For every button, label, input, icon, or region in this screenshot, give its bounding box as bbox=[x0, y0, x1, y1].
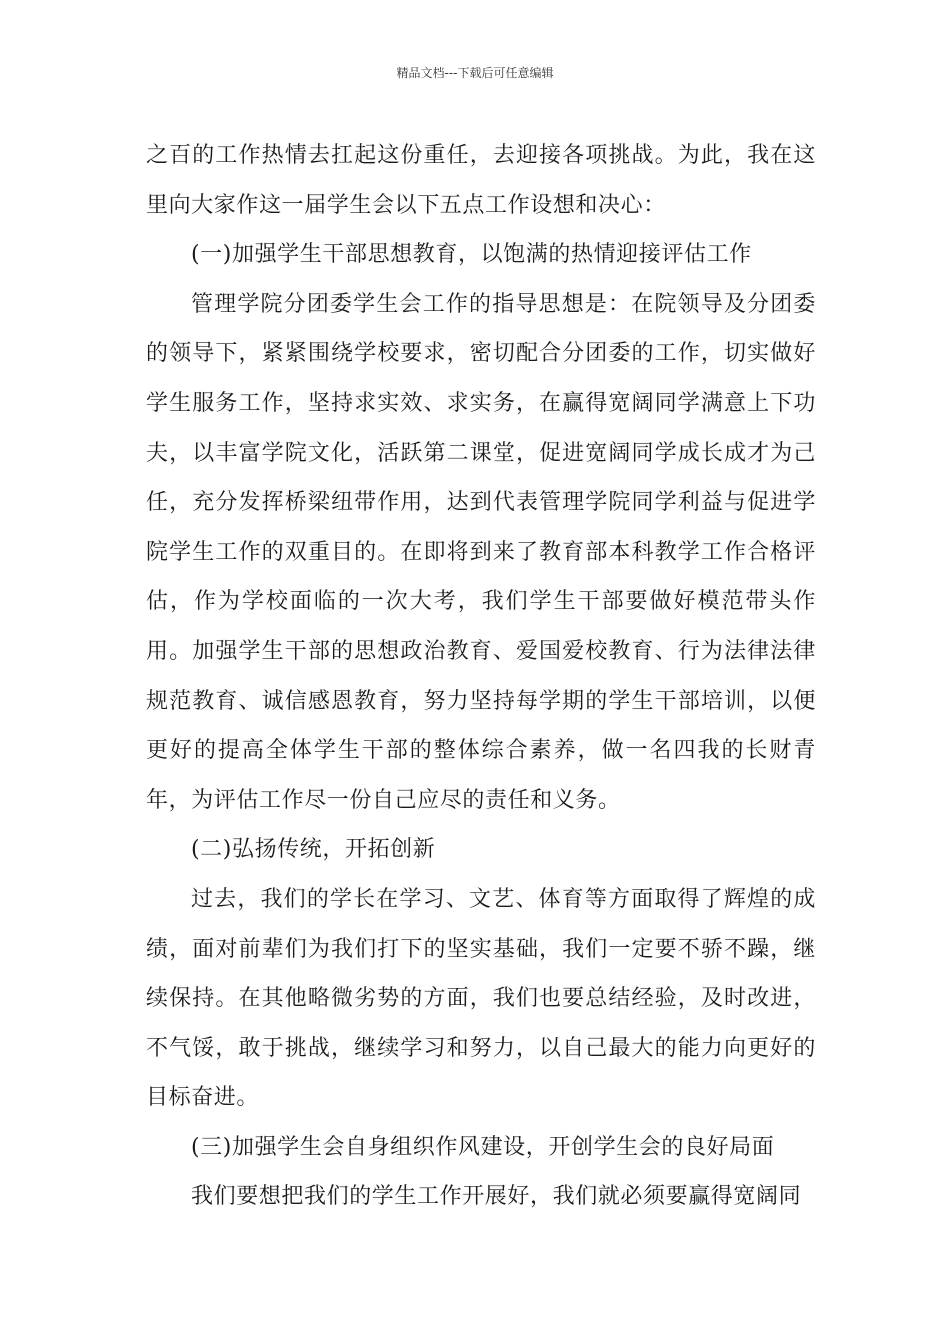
paragraph-organization: 我们要想把我们的学生工作开展好，我们就必须要赢得宽阔同 bbox=[191, 1184, 802, 1210]
document-body bbox=[146, 131, 816, 1222]
section-heading-3: (三)加强学生会自身组织作风建设，开创学生会的良好局面 bbox=[191, 1134, 775, 1160]
paragraph-guiding-thought: 管理学院分团委学生会工作的指导思想是：在院领导及分团委的领导下，紧紧围绕学校要求，密切配合分团委的工作，切实做好学生服务工作，坚持求实效、求实务，在赢得宽阔同学满意上下功夫，以丰富学院文化，活跃第二课堂，促进宽阔同学成长成才为己任，充分发挥桥梁纽带作用，达到代表管理学院同学利益与促进学院学生工作的双重目的。在即将到来了教育部本科教学工作合格评估，作为学校面临的一次大考，我们学生干部要做好模范带头作用。加强学生干部的思想政治教育、爱国爱校教育、行为法律法律规范教育、诚信感恩教育，努力坚持每学期的学生干部培训，以便更好的提高全体学生干部的整体综合素养，做一名四我的长财青年，为评估工作尽一份自己应尽的责任和义务。 bbox=[146, 291, 816, 813]
page-header: 精品文档---下载后可任意编辑 bbox=[396, 66, 554, 80]
paragraph-tradition: 过去，我们的学长在学习、文艺、体育等方面取得了辉煌的成绩，面对前辈们为我们打下的坚实基础，我们一定要不骄不躁，继续保持。在其他略微劣势的方面，我们也要总结经验，及时改进，不气馁，敢于挑战，继续学习和努力，以自己最大的能力向更好的目标奋进。 bbox=[146, 886, 816, 1111]
section-heading-1: (一)加强学生干部思想教育，以饱满的热情迎接评估工作 bbox=[191, 242, 752, 268]
paragraph-continuation: 之百的工作热情去扛起这份重任，去迎接各项挑战。为此，我在这里向大家作这一届学生会以下五点工作设想和决心： bbox=[146, 143, 816, 218]
section-heading-2: (二)弘扬传统，开拓创新 bbox=[191, 837, 436, 863]
